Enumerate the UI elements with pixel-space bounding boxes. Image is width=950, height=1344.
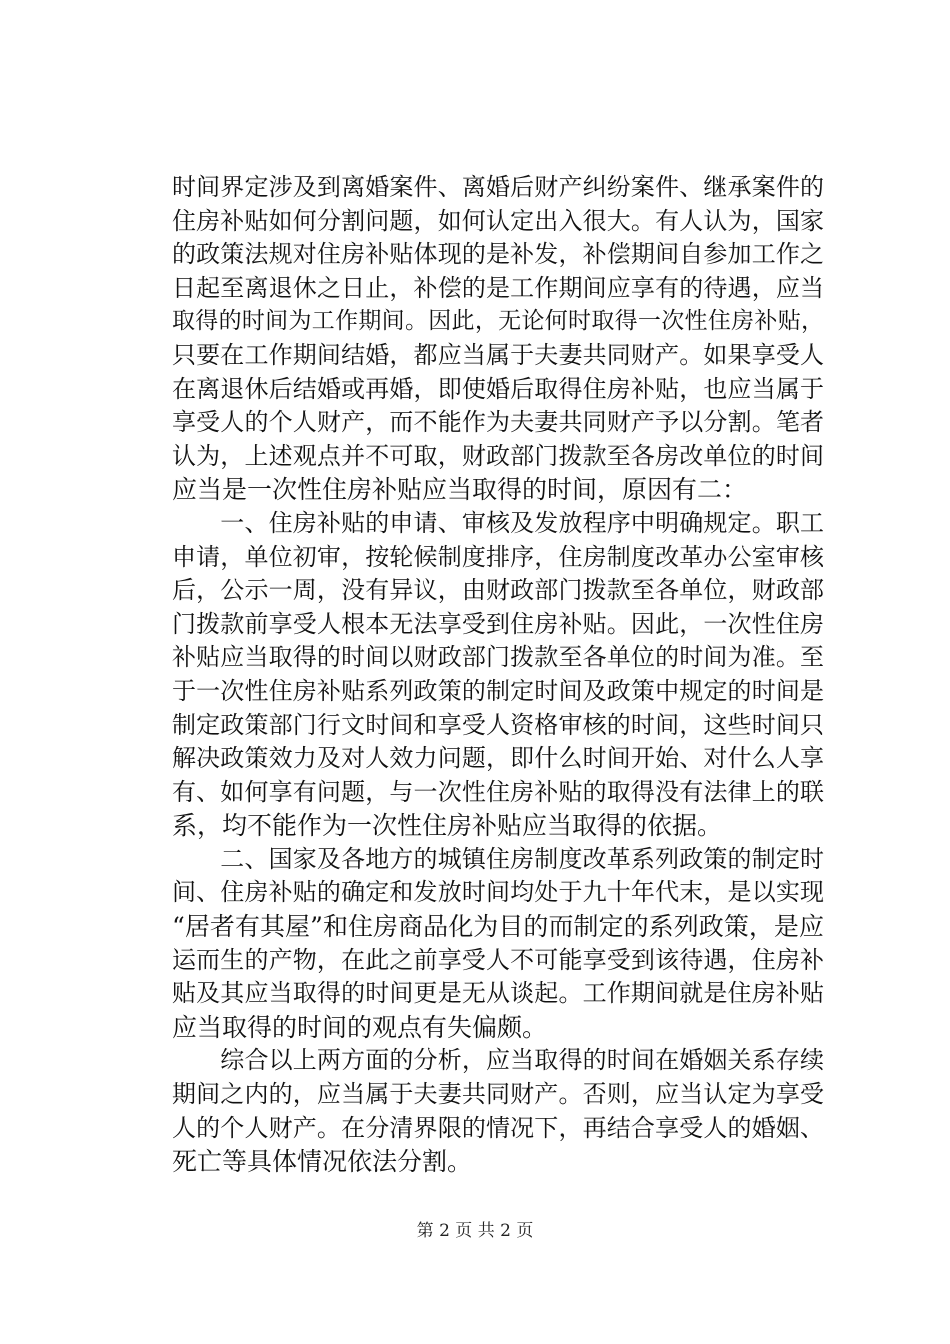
text-line: 的政策法规对住房补贴体现的是补发，补偿期间自参加工作之 [172,240,824,269]
text-line: 贴及其应当取得的时间更是无从谈起。工作期间就是住房补贴 [172,979,824,1008]
text-line: 认为，上述观点并不可取，财政部门拨款至各房改单位的时间 [172,441,824,470]
text-line: 时间界定涉及到离婚案件、离婚后财产纠纷案件、继承案件的 [172,173,824,201]
text-line: 后，公示一周，没有异议，由财政部门拨款至各单位，财政部 [172,576,824,605]
text-line: 人的个人财产。在分清界限的情况下，再结合享受人的婚姻、 [172,1113,824,1142]
text-line: 系，均不能作为一次性住房补贴应当取得的依据。 [172,811,723,841]
text-line: 解决政策效力及对人效力问题，即什么时间开始、对什么人享 [172,744,824,773]
text-line: 取得的时间为工作期间。因此，无论何时取得一次性住房补贴， [172,308,824,335]
text-line: 综合以上两方面的分析，应当取得的时间在婚姻关系存续 [172,1046,824,1075]
text-line: 只要在工作期间结婚，都应当属于夫妻共同财产。如果享受人 [172,340,824,369]
text-line: 在离退休后结婚或再婚，即使婚后取得住房补贴，也应当属于 [172,374,824,403]
page-number-footer: 第 2 页 共 2 页 [416,1221,534,1241]
text-line: 应当取得的时间的观点有失偏颇。 [172,1012,548,1042]
document-body [172,171,824,1179]
text-line: 门拨款前享受人根本无法享受到住房补贴。因此，一次性住房 [172,609,824,638]
text-line: 享受人的个人财产，而不能作为夫妻共同财产予以分割。笔者 [172,408,824,437]
text-line: 住房补贴如何分割问题，如何认定出入很大。有人认为，国家 [172,206,824,235]
text-line: 死亡等具体情况依法分割。 [172,1147,473,1177]
text-line: “居者有其屋”和住房商品化为目的而制定的系列政策，是应 [172,912,824,942]
text-line: 运而生的产物，在此之前享受人不可能享受到该待遇，住房补 [172,945,824,974]
text-line: 申请，单位初审，按轮候制度排序，住房制度改革办公室审核 [172,542,824,571]
text-line: 有、如何享有问题，与一次性住房补贴的取得没有法律上的联 [172,777,824,806]
text-line: 补贴应当取得的时间以财政部门拨款至各单位的时间为准。至 [172,643,824,672]
text-line: 期间之内的，应当属于夫妻共同财产。否则，应当认定为享受 [172,1080,824,1109]
text-line: 应当是一次性住房补贴应当取得的时间，原因有二： [172,475,748,505]
text-line: 间、住房补贴的确定和发放时间均处于九十年代末，是以实现 [172,878,824,907]
text-line: 制定政策部门行文时间和享受人资格审核的时间，这些时间只 [172,710,824,739]
text-line: 于一次性住房补贴系列政策的制定时间及政策中规定的时间是 [172,676,824,705]
text-line: 一、住房补贴的申请、审核及发放程序中明确规定。职工 [172,508,824,537]
text-line: 二、国家及各地方的城镇住房制度改革系列政策的制定时 [172,844,824,873]
text-line: 日起至离退休之日止，补偿的是工作期间应享有的待遇，应当 [172,273,824,302]
